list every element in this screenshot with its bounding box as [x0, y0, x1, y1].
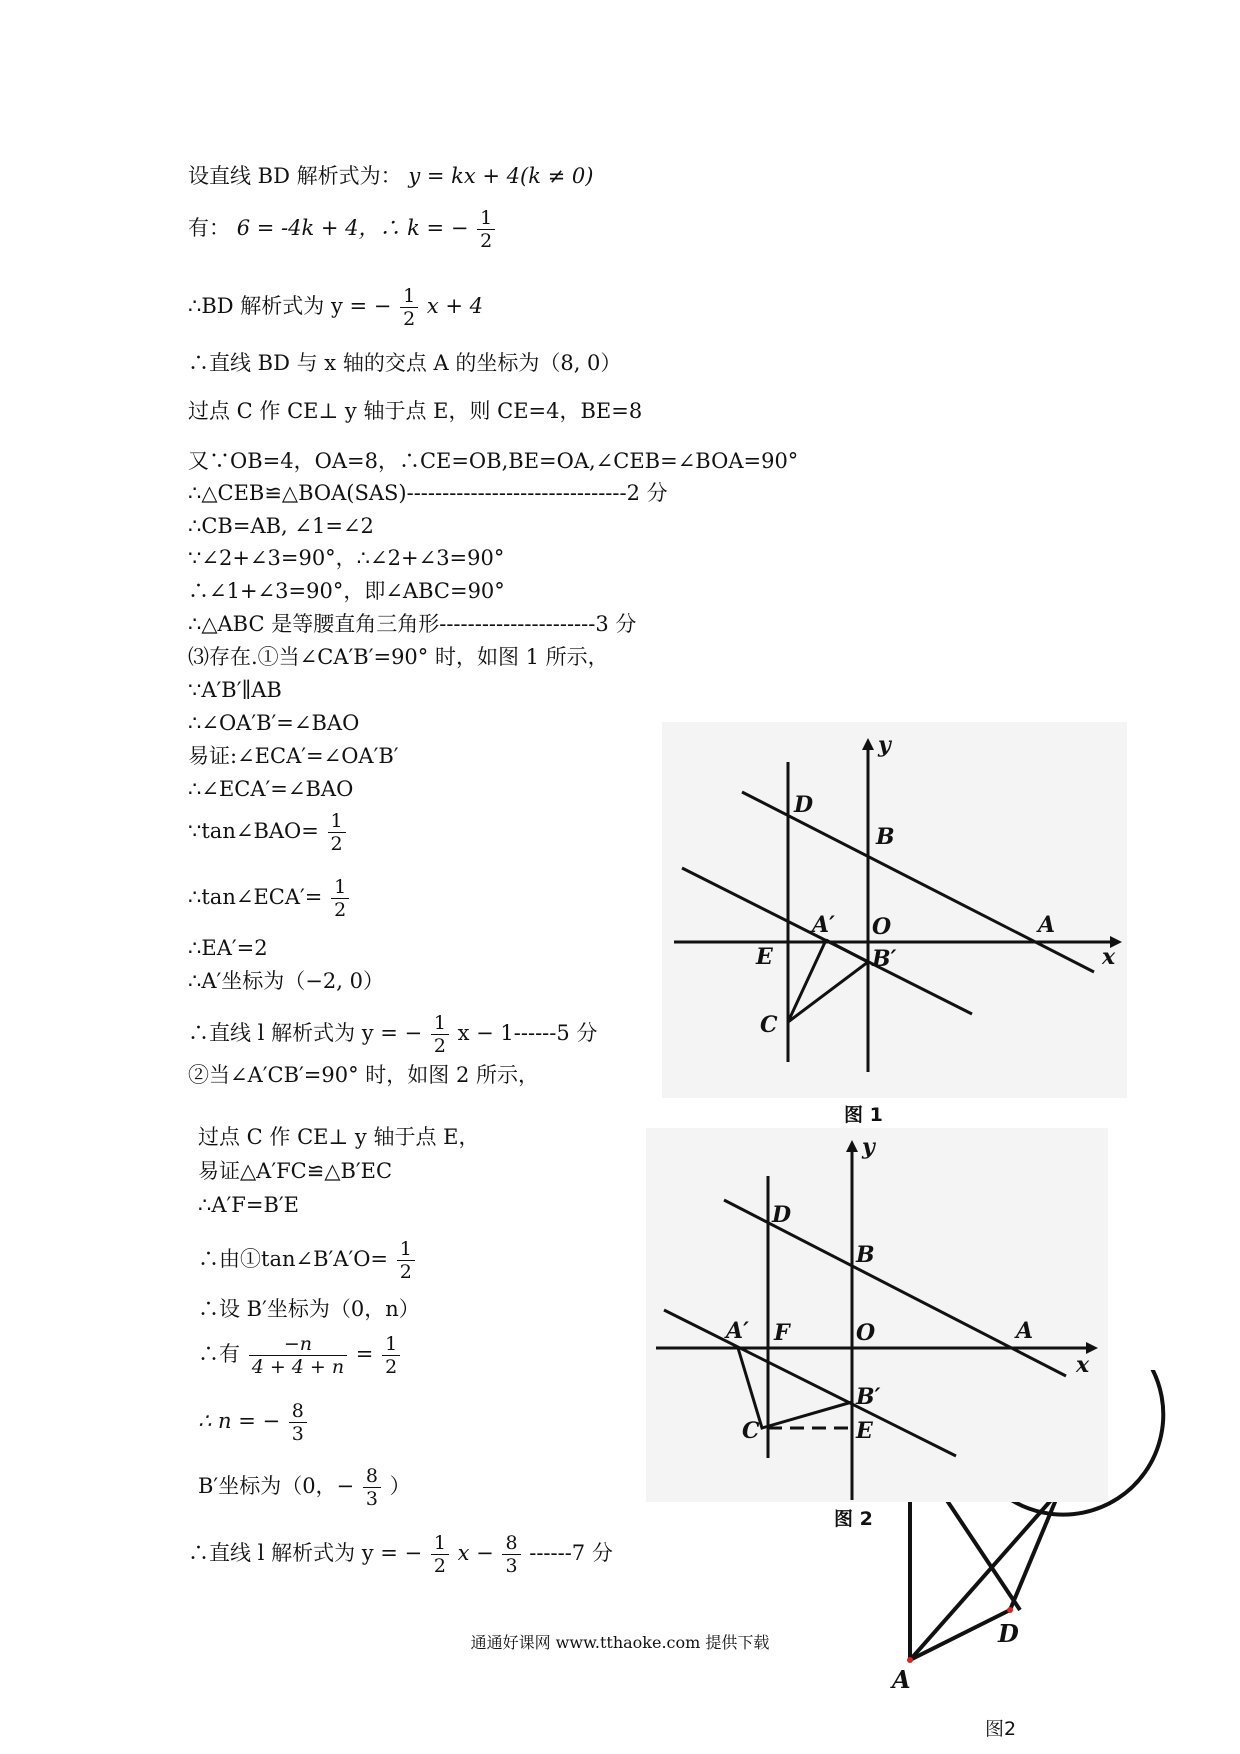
line-21-suffix: x − 1------5 分 — [457, 1021, 598, 1045]
line-25: ∴A′F=B′E — [198, 1193, 299, 1217]
line-6: 又∵OB=4，OA=8，∴CE=OB,BE=OA,∠CEB=∠BOA=90° — [188, 449, 799, 473]
line-12: ⑶存在.①当∠CA′B′=90° 时，如图 1 所示， — [188, 645, 609, 669]
stray-label-D: D — [998, 1619, 1019, 1648]
point-D-marker — [1007, 1607, 1013, 1613]
fraction-den: 4 + 4 + n — [251, 1356, 345, 1378]
line-21 — [188, 1012, 597, 1057]
fraction — [328, 810, 346, 855]
line-22: ②当∠A′CB′=90° 时，如图 2 所示， — [188, 1063, 540, 1087]
line-2-prefix: 有： — [188, 216, 230, 240]
fraction-num: 8 — [289, 1400, 307, 1423]
fraction-num: 8 — [502, 1532, 520, 1555]
label-x: x — [1076, 1352, 1090, 1378]
fraction — [502, 1532, 520, 1577]
label-B: B — [876, 824, 895, 850]
line-1-math: y = kx + 4(k ≠ 0) — [408, 164, 594, 188]
fraction-den: 2 — [385, 1356, 398, 1378]
fraction-den: 2 — [330, 833, 343, 855]
line-10: ∴∠1+∠3=90°，即∠ABC=90° — [188, 579, 505, 603]
label-x: x — [1102, 944, 1116, 970]
fraction-den: 2 — [433, 1035, 446, 1057]
label-C: C — [742, 1418, 760, 1444]
footer: 通通好课网 www.tthaoke.com 提供下载 — [470, 1633, 770, 1652]
fraction — [431, 1532, 449, 1577]
line-14: ∴∠OA′B′=∠BAO — [188, 711, 360, 735]
label-F: F — [774, 1320, 790, 1346]
label-B-prime: B′ — [856, 1384, 881, 1410]
line-31-suffix: ------7 分 — [529, 1541, 613, 1565]
line-l — [664, 1310, 956, 1456]
fraction-den: 3 — [365, 1488, 378, 1510]
fraction — [397, 1238, 415, 1283]
line-21-prefix: ∴直线 l 解析式为 y = − — [188, 1021, 423, 1045]
line-26-prefix: ∴由①tan∠B′A′O= — [198, 1247, 389, 1271]
fraction-num: 1 — [382, 1333, 400, 1356]
label-D: D — [772, 1202, 792, 1228]
line-5: 过点 C 作 CE⊥ y 轴于点 E，则 CE=4，BE=8 — [188, 399, 643, 423]
label-D: D — [794, 792, 814, 818]
line-24: 易证△A′FC≌△B′EC — [198, 1159, 393, 1183]
stray-figure-caption: 图2 — [985, 1718, 1017, 1740]
figure-2 — [646, 1128, 1108, 1502]
line-15: 易证:∠ECA′=∠OA′B′ — [188, 744, 399, 768]
label-y: y — [862, 1134, 875, 1160]
label-B-prime: B′ — [872, 946, 897, 972]
line-23: 过点 C 作 CE⊥ y 轴于点 E， — [198, 1125, 480, 1149]
label-O: O — [856, 1320, 876, 1346]
fraction — [249, 1333, 347, 1378]
line-4: ∴直线 BD 与 x 轴的交点 A 的坐标为（8, 0） — [188, 351, 622, 375]
triangle-A-B-C — [788, 940, 868, 1022]
label-A: A — [1016, 1318, 1034, 1344]
fraction-num: 1 — [477, 207, 495, 230]
line-2 — [188, 207, 497, 252]
fraction — [477, 207, 495, 252]
line-29-prefix: ∴ n = − — [198, 1409, 281, 1433]
fraction-num: 1 — [328, 810, 346, 833]
figure-1 — [662, 722, 1127, 1098]
line-3-prefix: ∴BD 解析式为 y = − — [188, 294, 392, 318]
line-28-equals: = — [355, 1342, 374, 1366]
line-1-text: 设直线 BD 解析式为： — [188, 164, 402, 188]
line-19: ∴EA′=2 — [188, 936, 268, 960]
line-11: ∴△ABC 是等腰直角三角形----------------------3 分 — [188, 612, 637, 636]
fraction-num: 1 — [400, 285, 418, 308]
stray-label-A: A — [892, 1665, 911, 1694]
fraction-den: 2 — [399, 1261, 412, 1283]
line-30-suffix: ） — [389, 1474, 411, 1498]
line-18 — [188, 876, 351, 921]
label-C: C — [760, 1012, 778, 1038]
fraction — [363, 1465, 381, 1510]
fraction-den: 2 — [334, 899, 347, 921]
y-axis-arrow-icon — [862, 738, 874, 750]
label-A-prime: A′ — [726, 1318, 749, 1344]
fraction-den: 2 — [433, 1555, 446, 1577]
fraction-num: −n — [249, 1333, 347, 1356]
line-7: ∴△CEB≌△BOA(SAS)-------------------------------2 分 — [188, 481, 668, 505]
fraction — [289, 1400, 307, 1445]
figure-1-caption: 图 1 — [844, 1104, 883, 1126]
point-A-marker — [907, 1657, 913, 1663]
fraction-den: 2 — [403, 308, 416, 330]
line-BD — [742, 792, 1094, 972]
label-O: O — [872, 914, 892, 940]
line-20: ∴A′坐标为（−2, 0） — [188, 969, 384, 993]
label-B: B — [856, 1242, 875, 1268]
label-A: A — [1038, 912, 1056, 938]
stray-line-3 — [1010, 1490, 1060, 1610]
fraction — [431, 1012, 449, 1057]
line-17-prefix: ∵tan∠BAO= — [188, 819, 319, 843]
fraction-den: 2 — [480, 230, 493, 252]
label-y: y — [878, 732, 891, 758]
line-18-prefix: ∴tan∠ECA′= — [188, 885, 323, 909]
line-31-mid: x − — [457, 1541, 494, 1565]
line-26 — [198, 1238, 417, 1283]
line-17 — [188, 810, 348, 855]
fraction — [400, 285, 418, 330]
line-29 — [198, 1400, 309, 1445]
fraction-num: 1 — [431, 1532, 449, 1555]
fraction-num: 1 — [397, 1238, 415, 1261]
line-1 — [188, 163, 593, 189]
label-A-prime: A′ — [812, 912, 835, 938]
fraction — [382, 1333, 400, 1378]
line-28 — [198, 1333, 402, 1378]
fraction — [331, 876, 349, 921]
line-30-prefix: B′坐标为（0，− — [198, 1474, 355, 1498]
line-3 — [188, 285, 483, 330]
line-13: ∵A′B′∥AB — [188, 678, 282, 702]
fraction-num: 1 — [331, 876, 349, 899]
line-31 — [188, 1532, 613, 1577]
fraction-num: 1 — [431, 1012, 449, 1035]
line-28-prefix: ∴有 — [198, 1342, 240, 1366]
figure-2-caption: 图 2 — [834, 1508, 873, 1530]
y-axis-arrow-icon — [846, 1140, 858, 1152]
line-3-suffix: x + 4 — [426, 294, 484, 318]
label-E: E — [856, 1418, 873, 1444]
line-9: ∵∠2+∠3=90°，∴∠2+∠3=90° — [188, 546, 505, 570]
line-8: ∴CB=AB, ∠1=∠2 — [188, 514, 374, 538]
triangle-A-C-B — [738, 1348, 852, 1428]
fraction-den: 3 — [291, 1423, 304, 1445]
line-30 — [198, 1465, 411, 1510]
line-16: ∴∠ECA′=∠BAO — [188, 777, 354, 801]
fraction-den: 3 — [505, 1555, 518, 1577]
label-E: E — [756, 944, 773, 970]
fraction-num: 8 — [363, 1465, 381, 1488]
line-31-prefix: ∴直线 l 解析式为 y = − — [188, 1541, 423, 1565]
line-27: ∴设 B′坐标为（0，n） — [198, 1297, 420, 1321]
line-2-math: 6 = -4k + 4，∴ k = − — [236, 216, 469, 240]
